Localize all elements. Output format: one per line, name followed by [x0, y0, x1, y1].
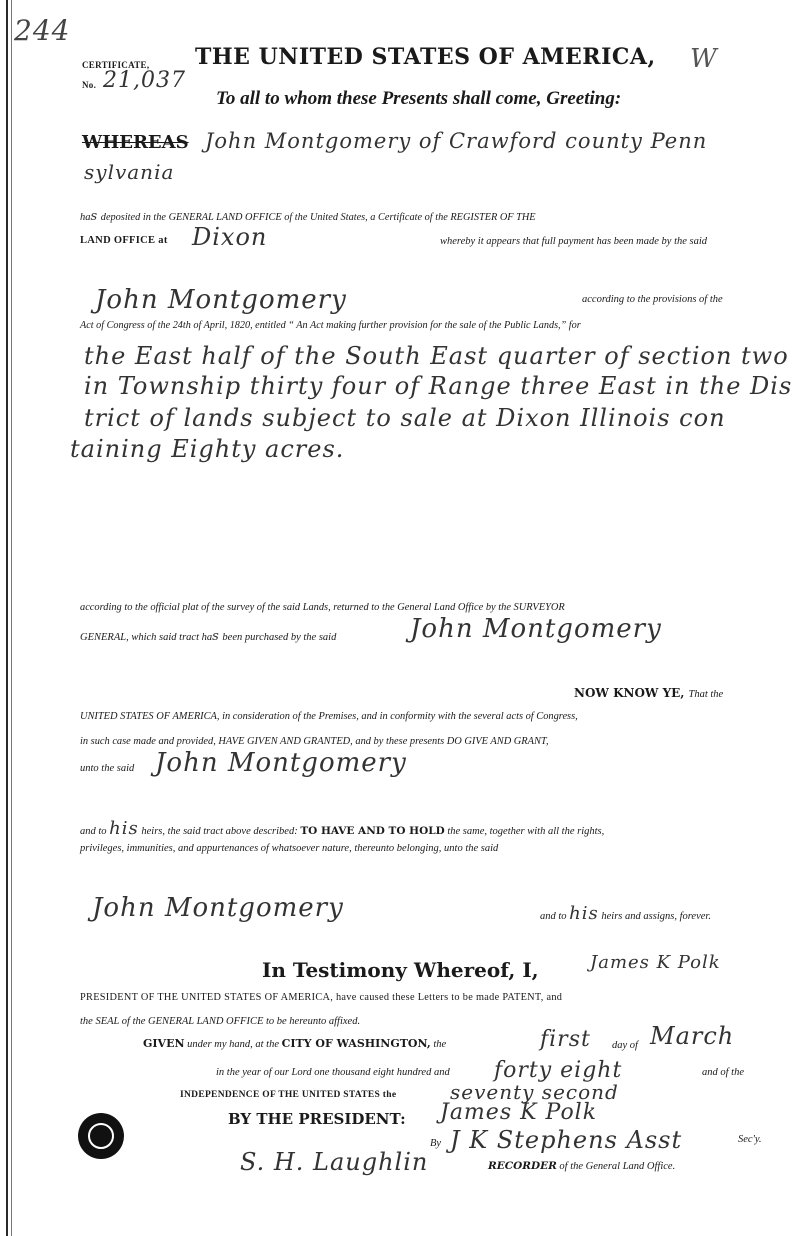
deposit-place: Dixon	[192, 223, 268, 251]
president-signature: James K Polk	[440, 1100, 598, 1125]
assigns-line	[540, 903, 711, 924]
heirs-text: heirs, the said tract above described:	[141, 826, 298, 837]
description-line-4: taining Eighty acres.	[70, 435, 345, 463]
assigns-and-to: and to	[540, 911, 567, 922]
page-border-left	[6, 0, 8, 1236]
whereas-grantee: John Montgomery of Crawford county Penn	[205, 129, 708, 153]
page-border-inner	[11, 0, 12, 1236]
survey-has-hand: s	[212, 629, 220, 644]
page-number: 244	[14, 14, 71, 47]
deposit-whereby: whereby it appears that full payment has been made by the said	[440, 236, 708, 247]
greeting: To all to whom these Presents shall come, Greeting:	[216, 88, 622, 109]
given-label: GIVEN	[143, 1037, 185, 1050]
certificate-no-label: No.	[82, 80, 97, 90]
heirs-line-1	[80, 818, 604, 839]
document-title: THE UNITED STATES OF AMERICA,	[195, 44, 656, 70]
survey-line-1: according to the official plat of the survey of the said Lands, returned to the General Land Office by the SURVEYOR	[80, 602, 565, 613]
recorder-signature: S. H. Laughlin	[240, 1148, 429, 1176]
heirs-his: his	[109, 818, 139, 839]
given-line-1	[143, 1037, 446, 1050]
corner-mark: W	[690, 44, 718, 74]
given-independence: INDEPENDENCE OF THE UNITED STATES the	[180, 1090, 397, 1100]
given-the: the	[433, 1039, 447, 1050]
survey-general: GENERAL, which said tract ha	[80, 632, 213, 643]
given-city: CITY OF WASHINGTON,	[281, 1037, 431, 1050]
grantee-name: John Montgomery	[155, 748, 407, 778]
recorder-label: RECORDER	[488, 1160, 557, 1172]
given-independence-year: seventy second	[450, 1080, 619, 1104]
testimony-president: James K Polk	[590, 952, 721, 973]
deposit-line-1	[80, 209, 536, 224]
deposit-text: deposited in the GENERAL LAND OFFICE of the United States, a Certificate of the REGISTER OF THE	[100, 212, 536, 223]
act-of-congress: Act of Congress of the 24th of April, 1820, entitled “ An Act making further provision for the sale of the Public Lands,” for	[80, 320, 581, 331]
assigns-forever: heirs and assigns, forever.	[601, 911, 711, 922]
certificate-label: CERTIFICATE,	[82, 60, 150, 70]
now-know-tail: That the	[688, 689, 724, 700]
certificate-number: 21,037	[103, 68, 186, 93]
testimony-line-2: the SEAL of the GENERAL LAND OFFICE to be hereunto affixed.	[80, 1016, 361, 1027]
survey-line-2	[80, 629, 336, 644]
grant-unto: unto the said	[80, 763, 135, 774]
recorder-line	[488, 1160, 675, 1172]
grant-line-1: UNITED STATES OF AMERICA, in consideration of the Premises, and in conformity with the several acts of Congress,	[80, 711, 578, 722]
payer-name: John Montgomery	[95, 285, 347, 315]
survey-purchased: been purchased by the said	[222, 632, 337, 643]
by-the-president: BY THE PRESIDENT:	[228, 1110, 406, 1128]
to-have-and-to-hold: TO HAVE AND TO HOLD	[300, 825, 445, 837]
testimony-label: In Testimony Whereof, I,	[262, 958, 539, 982]
grant-line-2: in such case made and provided, HAVE GIVEN AND GRANTED, and by these presents DO GIVE AND GRANT,	[80, 736, 549, 747]
description-line-1: the East half of the South East quarter of section two	[84, 342, 789, 370]
testimony-line-1: PRESIDENT OF THE UNITED STATES OF AMERICA, have caused these Letters to be made PATENT, and	[80, 992, 563, 1003]
heirs-line-2: privileges, immunities, and appurtenances of whatsoever nature, thereunto belonging, unto the said	[80, 843, 499, 854]
survey-purchaser: John Montgomery	[410, 614, 662, 644]
given-and-of: and of the	[702, 1067, 744, 1078]
given-year: forty eight	[494, 1058, 623, 1083]
recorder-tail: of the General Land Office.	[559, 1161, 676, 1172]
deposit-has: ha	[80, 212, 91, 223]
now-know-label: NOW KNOW YE,	[574, 686, 685, 700]
deposit-land-office: LAND OFFICE at	[80, 235, 168, 246]
general-land-office-seal	[78, 1113, 124, 1159]
whereas-grantee-cont: sylvania	[84, 160, 175, 184]
assigns-his: his	[569, 903, 599, 924]
assigns-name: John Montgomery	[92, 893, 344, 923]
heirs-and-to: and to	[80, 826, 107, 837]
given-under-hand: under my hand, at the	[187, 1039, 280, 1050]
given-month: March	[650, 1022, 735, 1050]
given-day-of: day of	[612, 1040, 638, 1051]
description-line-3: trict of lands subject to sale at Dixon Illinois con	[84, 404, 726, 432]
now-know-ye	[574, 684, 723, 702]
payer-provisions: according to the provisions of the	[582, 294, 723, 305]
given-year-text: in the year of our Lord one thousand eight hundred and	[216, 1067, 450, 1078]
given-day: first	[540, 1027, 591, 1052]
secy-label: Sec'y.	[738, 1134, 762, 1145]
secretary-signature: J K Stephens Asst	[450, 1126, 683, 1154]
deposit-has-hand: s	[90, 209, 99, 224]
heirs-rights: the same, together with all the rights,	[447, 826, 605, 837]
description-line-2: in Township thirty four of Range three East in the Dis	[84, 372, 793, 400]
by-label: By	[430, 1138, 442, 1149]
whereas-label: WHEREAS	[82, 132, 189, 153]
